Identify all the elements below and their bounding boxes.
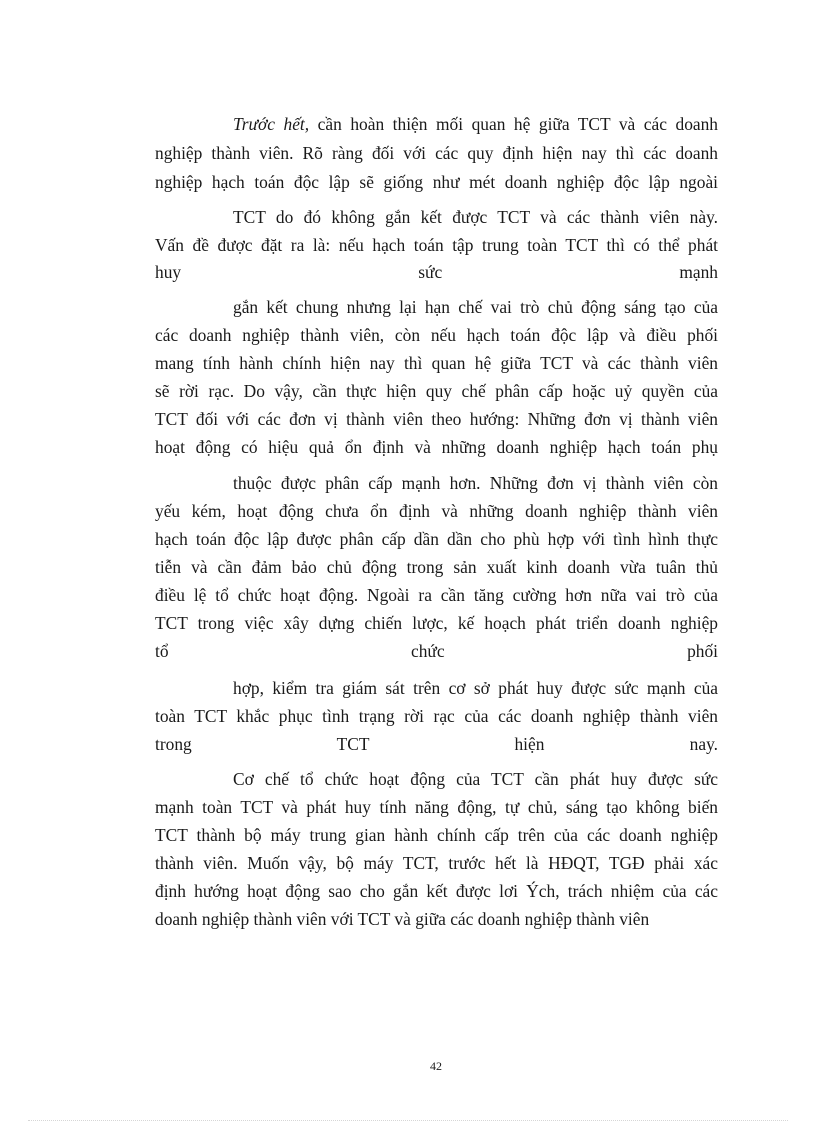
- page-bottom-divider: [28, 1120, 788, 1121]
- text-line: gắn kết chung nhưng lại hạn chế vai trò chủ động sáng tạo của: [233, 297, 718, 317]
- text-line: nghiệp hạch toán độc lập sẽ giống như mét doanh nghiệp độc lập ngoài: [155, 172, 718, 192]
- page-number: 42: [430, 1059, 442, 1073]
- text-line: tổ chức phối: [155, 641, 718, 661]
- text-line: Vấn đề được đặt ra là: nếu hạch toán tập trung toàn TCT thì có thể phát: [155, 235, 718, 255]
- text-line: Cơ chế tổ chức hoạt động của TCT cần phát huy được sức: [233, 769, 718, 789]
- lead-italic: Trước hết,: [233, 114, 310, 134]
- text-line: toàn TCT khắc phục tình trạng rời rạc của các doanh nghiệp thành viên: [155, 706, 718, 726]
- text-line: mang tính hành chính hiện nay thì quan hệ giữa TCT và các thành viên: [155, 353, 718, 373]
- text-line: thành viên. Muốn vậy, bộ máy TCT, trước hết là HĐQT, TGĐ phải xác: [155, 853, 718, 873]
- text-line: hoạt động có hiệu quả ổn định và những doanh nghiệp hạch toán phụ: [155, 437, 718, 457]
- text-line: các doanh nghiệp thành viên, còn nếu hạch toán độc lập và điều phối: [155, 325, 718, 345]
- text-line: định hướng hoạt động sao cho gắn kết được lơi Ých, trách nhiệm của các: [155, 881, 718, 901]
- text-line: thuộc được phân cấp mạnh hơn. Những đơn vị thành viên còn: [233, 473, 718, 493]
- text-line: [233, 110, 718, 139]
- text-line: TCT thành bộ máy trung gian hành chính cấp trên của các doanh nghiệp: [155, 825, 718, 845]
- text-line: mạnh toàn TCT và phát huy tính năng động, tự chủ, sáng tạo không biến: [155, 797, 718, 817]
- text-line: hạch toán độc lập được phân cấp dần dần cho phù hợp với tình hình thực: [155, 529, 718, 549]
- text-line: TCT do đó không gắn kết được TCT và các thành viên này.: [233, 207, 718, 227]
- text-line: tiễn và cần đảm bảo chủ động trong sản xuất kinh doanh vừa tuân thủ: [155, 557, 718, 577]
- text-line: nghiệp thành viên. Rõ ràng đối với các quy định hiện nay thì các doanh: [155, 143, 718, 163]
- text-line: điều lệ tổ chức hoạt động. Ngoài ra cần tăng cường hơn nữa vai trò của: [155, 585, 718, 605]
- text-line: yếu kém, hoạt động chưa ổn định và những doanh nghiệp thành viên: [155, 501, 718, 521]
- text-line: TCT đối với các đơn vị thành viên theo hướng: Những đơn vị thành viên: [155, 409, 718, 429]
- text-line: TCT trong việc xây dựng chiến lược, kế hoạch phát triển doanh nghiệp: [155, 613, 718, 633]
- text-line: hợp, kiểm tra giám sát trên cơ sở phát huy được sức mạnh của: [233, 678, 718, 698]
- text-line: trong TCT hiện nay.: [155, 734, 718, 754]
- text-line: doanh nghiệp thành viên với TCT và giữa các doanh nghiệp thành viên: [155, 909, 650, 929]
- text-line: sẽ rời rạc. Do vậy, cần thực hiện quy chế phân cấp hoặc uỷ quyền của: [155, 381, 718, 401]
- text-line: huy sức mạnh: [155, 262, 718, 282]
- text-line-content: cần hoàn thiện mối quan hệ giữa TCT và các doanh: [317, 114, 719, 134]
